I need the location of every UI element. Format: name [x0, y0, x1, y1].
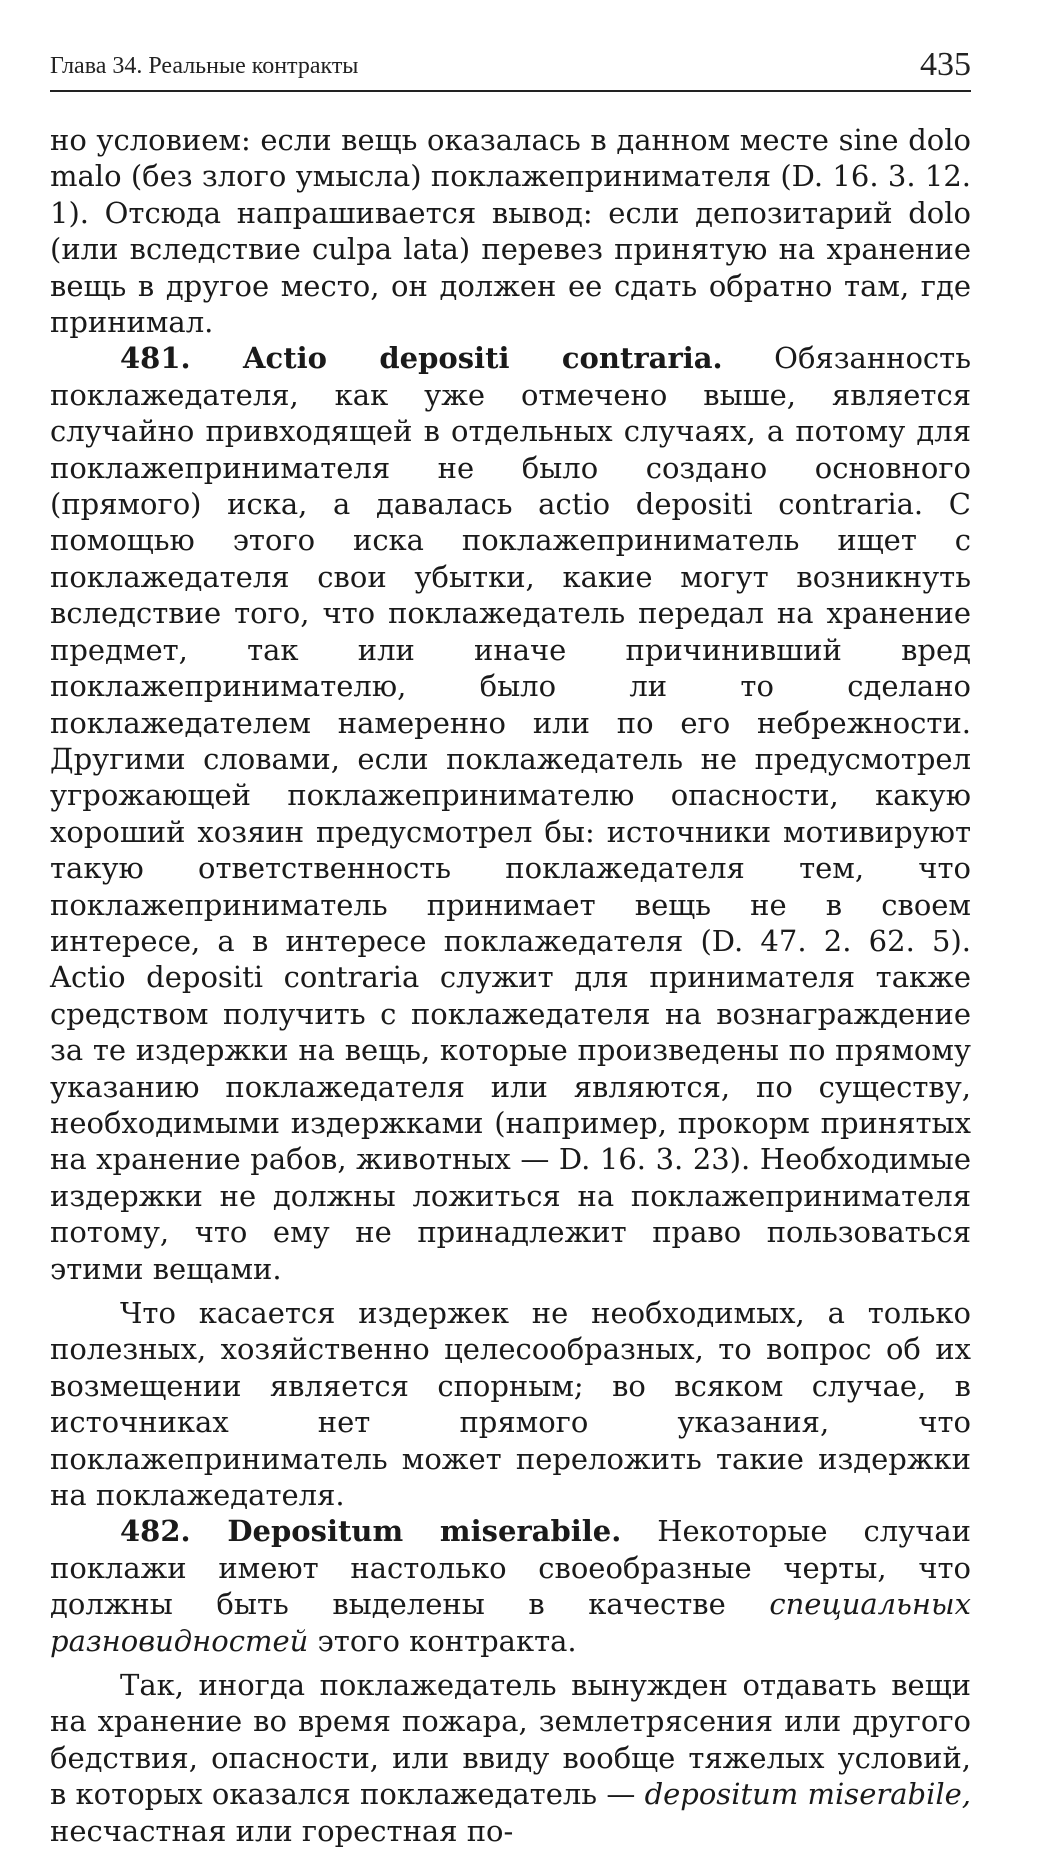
paragraph-text: Так, иногда поклажедатель вынужден отдавать вещи на хранение во время пожара, землетрясения или другого бедствия, опасности, или ввиду вообще тяжелых условий, в которых оказался поклажедатель — — [50, 1668, 971, 1812]
italic-term: depositum miserabile, — [644, 1777, 971, 1812]
italic-term: специальных разновидностей — [50, 1587, 971, 1658]
body-text — [50, 122, 971, 1849]
section-481-paragraph — [50, 340, 971, 1287]
paragraph-text: Обязанность поклажедателя, как уже отмечено выше, является случайно привходящей в отдельных случаях, а потому для поклажепринимателя не было создано основного (прямого) иска, а давалась actio depositi contraria. С помощью этого иска поклажеприниматель ищет с поклажедателя свои убытки, какие могут возникнуть вследствие того, что поклажедатель передал на хранение предмет, так или иначе причинивший вред поклажепринимателю, было ли то сделано поклажедателем намеренно или по его небрежности. Другими словами, если поклажедатель не предусмотрел угрожающей поклажепринимателю опасности, какую хороший хозяин предусмотрел бы: источники мотивируют такую ответственность поклажедателя тем, что поклажеприниматель принимает вещь не в своем интересе, а в интересе поклажедателя (D. 47. 2. 62. 5). Actio depositi contraria служит для принимателя также средством получить с поклажедателя на вознаграждение за те издержки на вещь, которые произведены по прямому указанию поклажедателя или являются, по существу, необходимыми издержками (например, прокорм принятых на хранение рабов, животных — D. 16. 3. 23). Необходимые издержки не должны ложиться на поклажепринимателя потому, что ему не принадлежит право пользоваться этими вещами. — [50, 341, 972, 1286]
paragraph-text: Что касается издержек не необходимых, а только полезных, хозяйственно целесообразных, то вопрос об их возмещении является спорным; во всяком случае, в источниках нет прямого указания, что поклажеприниматель может переложить такие издержки на поклажедателя. — [50, 1296, 971, 1513]
paragraph-text: несчастная или горестная по- — [50, 1813, 514, 1848]
section-482-paragraph — [50, 1513, 971, 1659]
section-title-481: 481. Actio depositi contraria. — [120, 341, 723, 376]
paragraph-text: этого контракта. — [308, 1623, 577, 1658]
paragraph-useful-expenses — [50, 1295, 971, 1513]
paragraph-text: но условием: если вещь оказалась в данном месте sine dolo malo (без злого умысла) поклажепринимателя (D. 16. 3. 12. 1). Отсюда напрашивается вывод: если депозитарий dolo (или вследствие culpa lata) перевез принятую на хранение вещь в другое место, он должен ее сдать обратно там, где принимал. — [50, 123, 971, 340]
running-title: Глава 34. Реальные контракты — [50, 53, 359, 79]
page-number: 435 — [920, 46, 971, 83]
section-title-482: 482. Depositum miserabile. — [120, 1514, 622, 1549]
page-header — [50, 40, 971, 92]
paragraph-depositum-miserabile — [50, 1667, 971, 1849]
paragraph-continuation — [50, 122, 971, 340]
paragraph-text: Некоторые случаи поклажи имеют настолько своеобразные черты, что должны быть выделены в качестве — [50, 1514, 971, 1622]
